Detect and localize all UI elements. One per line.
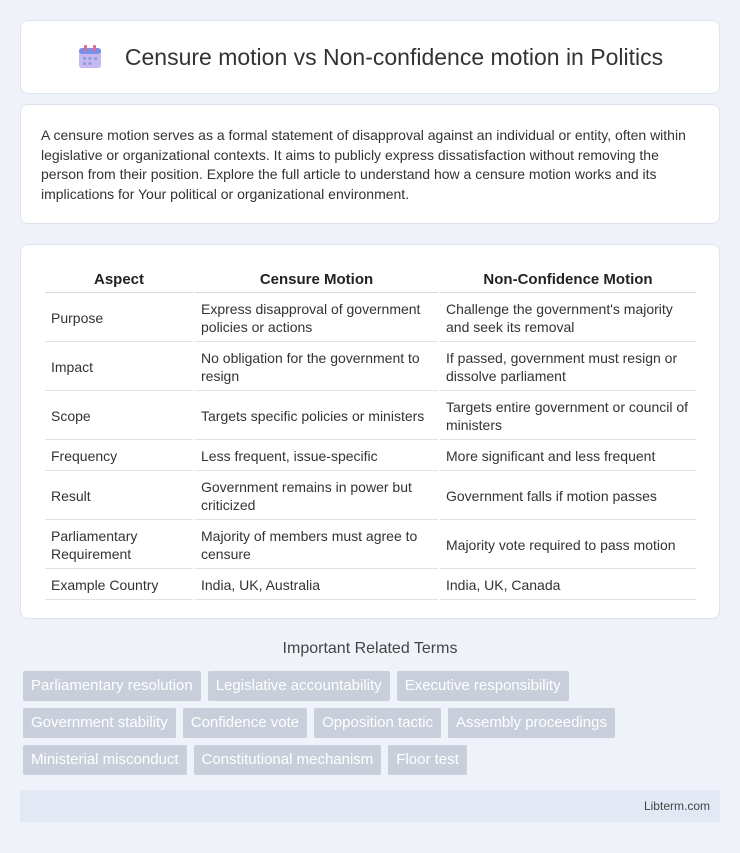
table-row <box>45 442 696 471</box>
related-term-tag[interactable]: Executive responsibility <box>397 671 569 701</box>
related-terms-title: Important Related Terms <box>282 640 458 657</box>
table-header-row <box>45 267 696 293</box>
page-title-text: Censure motion vs Non-confidence motion in Politics <box>124 43 664 70</box>
table-cell: Targets entire government or council of ministers <box>440 393 696 440</box>
intro-text: A censure motion serves as a formal statement of disapproval against an individual or entity, often within legislative or organizational contexts. It aims to publicly express dissatisfaction without removing the person from their position. Explore the full article to understand how a censure motion works and its implications for Your political or organizational environment. <box>41 127 686 202</box>
table-cell: India, UK, Australia <box>195 571 438 600</box>
table-cell: No obligation for the government to resign <box>195 344 438 391</box>
page-title <box>77 44 663 71</box>
table-cell: Less frequent, issue-specific <box>195 442 438 471</box>
related-term-tag[interactable]: Legislative accountability <box>208 671 390 701</box>
intro-card <box>20 104 720 224</box>
table-row <box>45 473 696 520</box>
calendar-icon <box>77 44 103 70</box>
table-row <box>45 295 696 342</box>
related-term-tag[interactable]: Constitutional mechanism <box>194 745 382 775</box>
table-header: Censure Motion <box>195 267 438 293</box>
footer-site-link[interactable]: Libterm.com <box>643 799 710 813</box>
table-cell: Result <box>45 473 193 520</box>
related-term-tag[interactable]: Assembly proceedings <box>448 708 615 738</box>
footer <box>20 790 720 822</box>
table-cell: If passed, government must resign or dissolve parliament <box>440 344 696 391</box>
table-header: Aspect <box>45 267 193 293</box>
table-cell: India, UK, Canada <box>440 571 696 600</box>
table-cell: Purpose <box>45 295 193 342</box>
table-cell: Express disapproval of government policies or actions <box>195 295 438 342</box>
table-row <box>45 522 696 569</box>
related-term-tag[interactable]: Opposition tactic <box>314 708 441 738</box>
tag-row <box>23 708 723 738</box>
table-cell: Majority of members must agree to censure <box>195 522 438 569</box>
title-card <box>20 20 720 94</box>
table-cell: Frequency <box>45 442 193 471</box>
related-term-tag[interactable]: Ministerial misconduct <box>23 745 187 775</box>
table-cell: Example Country <box>45 571 193 600</box>
tag-row <box>23 745 723 775</box>
comparison-table <box>43 265 698 602</box>
related-terms-list <box>23 671 723 782</box>
table-header: Non-Confidence Motion <box>440 267 696 293</box>
table-cell: More significant and less frequent <box>440 442 696 471</box>
table-cell: Majority vote required to pass motion <box>440 522 696 569</box>
table-cell: Impact <box>45 344 193 391</box>
table-row <box>45 571 696 600</box>
tag-row <box>23 671 723 701</box>
table-row <box>45 393 696 440</box>
comparison-card <box>20 244 720 619</box>
related-term-tag[interactable]: Parliamentary resolution <box>23 671 201 701</box>
table-cell: Government remains in power but criticized <box>195 473 438 520</box>
table-cell: Scope <box>45 393 193 440</box>
related-term-tag[interactable]: Government stability <box>23 708 176 738</box>
table-row <box>45 344 696 391</box>
table-cell: Government falls if motion passes <box>440 473 696 520</box>
table-cell: Targets specific policies or ministers <box>195 393 438 440</box>
related-term-tag[interactable]: Confidence vote <box>183 708 307 738</box>
table-cell: Challenge the government's majority and seek its removal <box>440 295 696 342</box>
table-cell: Parliamentary Requirement <box>45 522 193 569</box>
related-term-tag[interactable]: Floor test <box>388 745 467 775</box>
